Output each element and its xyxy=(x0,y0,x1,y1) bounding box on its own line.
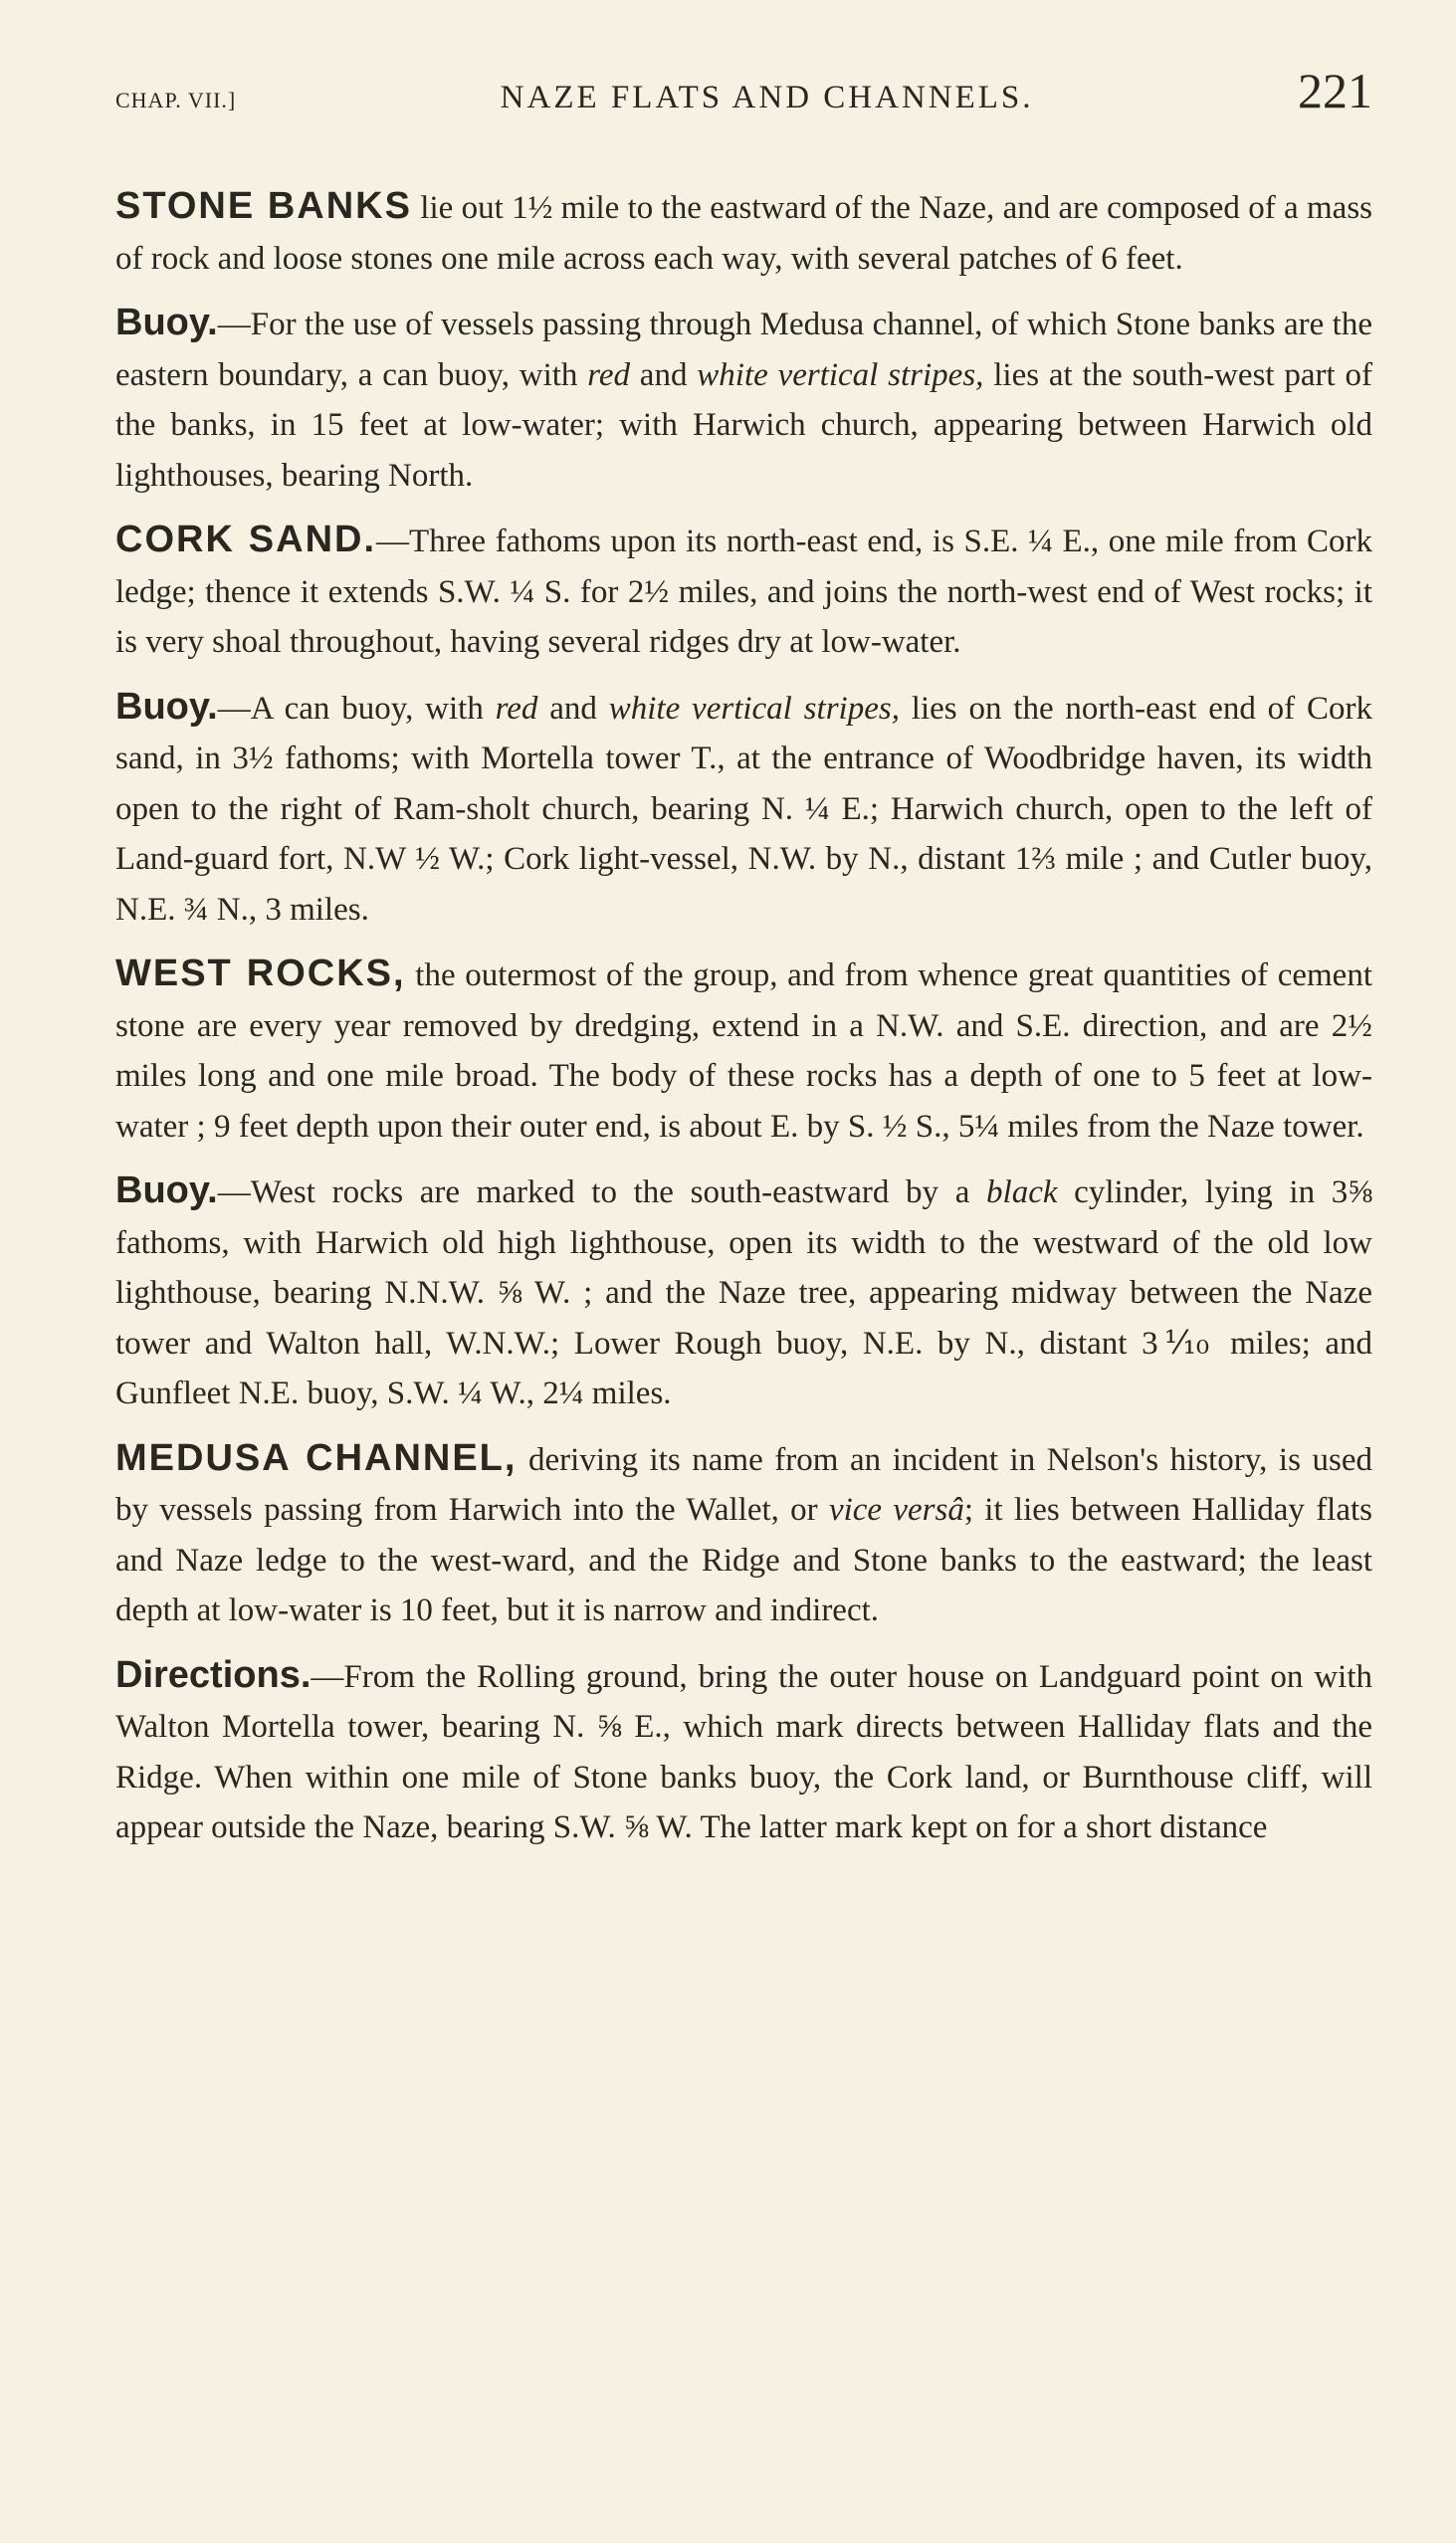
paragraph-text: —Three fathoms upon its north-east end, is S.E. ¼ E., one mile from Cork ledge; thence it extends S.W. ¼ S. for 2½ miles, and joins the north-west end of West rocks; it is very shoal throughout, having several ridges dry at low-water. xyxy=(115,524,1372,660)
paragraph-text: —For the use of vessels passing through Medusa channel, of which Stone banks are the eastern boundary, a can buoy, with xyxy=(115,307,1372,393)
heading-stone-banks: STONE BANKS xyxy=(115,185,412,227)
paragraph-medusa-channel xyxy=(115,1433,1372,1636)
page-number: 221 xyxy=(1297,63,1372,118)
chapter-label: CHAP. VII.] xyxy=(115,88,237,112)
paragraph-buoy-cork-sand xyxy=(115,682,1372,936)
paragraph-text: deriving its name from an incident in Nelson's history, is used by vessels passing from Harwich into the Wallet, or xyxy=(115,1441,1372,1528)
paragraph-text: cylinder, lying in 3⅝ fathoms, with Harwich old high lighthouse, open its width to the westward of the old low lighthouse, bearing N.N.W. ⅝ W. ; and the Naze tree, appearing midway between the Naze tower and Walton hall, W.N.W.; Lower Rough buoy, N.E. by N., distant 3⅒ miles; and Gunfleet N.E. buoy, S.W. ¼ W., 2¼ miles. xyxy=(115,1174,1372,1411)
heading-west-rocks: WEST ROCKS, xyxy=(115,953,406,994)
heading-medusa-channel: MEDUSA CHANNEL, xyxy=(115,1436,518,1479)
paragraph-text: lies at the south-west part of the banks, in 15 feet at low-water; with Harwich church, appearing between Harwich old lighthouses, bearing North. xyxy=(115,356,1372,494)
heading-cork-sand: CORK SAND. xyxy=(115,519,377,560)
paragraph-cork-sand xyxy=(115,515,1372,668)
paragraph-text: lies on the north-east end of Cork sand, in 3½ fathoms; with Mortella tower T., at the entrance of Woodbridge haven, its width open to the right of Ram-sholt church, bearing N. ¼ E.; Harwich church, open to the left of Land-guard fort, N.W ½ W.; Cork light-vessel, N.W. by N., distant 1⅔ mile ; and Cutler buoy, N.E. ¾ N., 3 miles. xyxy=(115,690,1372,928)
italic-text: vice versâ xyxy=(828,1492,964,1528)
paragraph-directions xyxy=(115,1650,1372,1853)
paragraph-buoy-stone-banks xyxy=(115,298,1372,501)
running-head xyxy=(115,62,1372,141)
paragraph-text: the outermost of the group, and from whence great quantities of cement stone are every year removed by dredging, extend in a N.W. and S.E. direction, and are 2½ miles long and one mile broad. The body of these rocks has a depth of one to 5 feet at low-water ; 9 feet depth upon their outer end, is about E. by S. ½ S., 5¼ miles from the Naze tower. xyxy=(115,957,1372,1145)
paragraph-stone-banks xyxy=(115,181,1372,284)
paragraph-text: —From the Rolling ground, bring the outer house on Landguard point on with Walton Mortella tower, bearing N. ⅝ E., which mark directs between Halliday flats and the Ridge. When within one mile of Stone banks buoy, the Cork land, or Burnthouse cliff, will appear outside the Naze, bearing S.W. ⅝ W. The latter mark kept on for a short distance xyxy=(115,1658,1372,1845)
italic-text: white vertical stripes, xyxy=(697,356,984,393)
paragraph-buoy-west-rocks xyxy=(115,1166,1372,1419)
running-title: NAZE FLATS AND CHANNELS. xyxy=(500,80,1034,115)
italic-text: red xyxy=(587,356,630,393)
italic-text: black xyxy=(986,1174,1058,1210)
paragraph-text: —A can buoy, with xyxy=(217,690,496,727)
italic-text: white vertical stripes, xyxy=(608,690,900,727)
italic-text: red xyxy=(495,690,538,727)
heading-buoy: Buoy. xyxy=(115,302,218,343)
paragraph-text: and xyxy=(630,356,698,393)
heading-buoy: Buoy. xyxy=(115,1169,218,1211)
heading-buoy: Buoy. xyxy=(115,685,218,728)
paragraph-west-rocks xyxy=(115,949,1372,1152)
paragraph-text: and xyxy=(537,690,609,727)
paragraph-text: lie out 1½ mile to the eastward of the Naze, and are composed of a mass of rock and loose stones one mile across each way, with several patches of 6 feet. xyxy=(115,190,1373,277)
paragraph-text: —West rocks are marked to the south-eastward by a xyxy=(217,1174,987,1210)
paragraph-text: ; it lies between Halliday flats and Naze ledge to the west-ward, and the Ridge and Stone banks to the eastward; the least depth at low-water is 10 feet, but it is narrow and indirect. xyxy=(115,1492,1373,1628)
heading-directions: Directions. xyxy=(115,1653,312,1696)
